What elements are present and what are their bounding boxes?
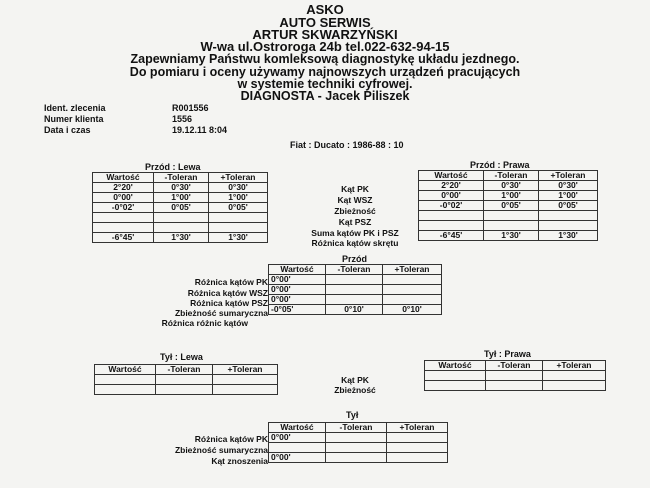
col-value: Wartość: [425, 361, 486, 371]
label-zbieznosc: Zbieżność: [334, 206, 376, 216]
rear-left-table: [94, 364, 278, 395]
order-value: R001556: [172, 103, 209, 113]
cell: 2°20': [419, 181, 484, 191]
label-roznica-wsz: Różnica kątów WSZ: [187, 288, 268, 298]
slogan-2: Do pomiaru i oceny używamy najnowszych urządzeń pracujących: [129, 65, 521, 79]
cell: [213, 385, 278, 395]
cell: [383, 285, 442, 295]
col-minus: -Toleran: [326, 423, 387, 433]
address: W-wa ul.Ostroroga 24b tel.022-632-94-15: [200, 39, 450, 54]
cell: [543, 381, 606, 391]
table-row: [269, 275, 442, 285]
rear-right-title: Tył : Prawa: [484, 349, 531, 359]
rear-label-zbieznosc-sum: Zbieżność sumaryczna: [174, 445, 268, 455]
cell: [484, 221, 539, 231]
cell: [95, 385, 156, 395]
cell: [209, 223, 268, 233]
cell: [425, 371, 486, 381]
rear-label-kat-pk: Kąt PK: [341, 375, 369, 385]
rear-table: [268, 422, 448, 463]
front-right-table: [418, 170, 598, 241]
front-left-title: Przód : Lewa: [145, 162, 201, 172]
cell: [156, 375, 213, 385]
cell: [326, 295, 383, 305]
cell: -0°02': [419, 201, 484, 211]
cell: [539, 211, 598, 221]
col-plus: +Toleran: [213, 365, 278, 375]
rear-label-kat-znoszenia: Kąt znoszenia: [211, 456, 268, 466]
cell: [156, 385, 213, 395]
cell: 1°00': [209, 193, 268, 203]
cell: 0°05': [539, 201, 598, 211]
col-minus: -Toleran: [486, 361, 543, 371]
cell: 1°30': [539, 231, 598, 241]
cell: [539, 221, 598, 231]
rear-right-table: [424, 360, 606, 391]
slogan-3: w systemie techniki cyfrowej.: [237, 77, 413, 91]
rear-title: Tył: [346, 410, 359, 420]
cell: [93, 213, 154, 223]
company-subtitle: AUTO SERWIS: [279, 15, 371, 30]
label-kat-pk: Kąt PK: [341, 184, 369, 194]
cell: [543, 371, 606, 381]
cell: 0°30': [539, 181, 598, 191]
front-right-title: Przód : Prawa: [470, 160, 530, 170]
cell: 0°00': [269, 295, 326, 305]
date-value: 19.12.11 8:04: [172, 125, 228, 135]
table-row: [93, 193, 268, 203]
cell: [213, 375, 278, 385]
date-label: Data i czas: [44, 125, 91, 135]
label-kat-wsz: Kąt WSZ: [337, 195, 373, 205]
cell: [383, 295, 442, 305]
table-row: [419, 191, 598, 201]
cell: 1°00': [484, 191, 539, 201]
table-row: [93, 223, 268, 233]
front-title: Przód: [342, 254, 368, 264]
table-row: [419, 221, 598, 231]
col-plus: +Toleran: [209, 173, 268, 183]
cell: [484, 211, 539, 221]
cell: 0°10': [383, 305, 442, 315]
table-row: [269, 305, 442, 315]
col-value: Wartość: [93, 173, 154, 183]
col-minus: -Toleran: [156, 365, 213, 375]
cell: [419, 211, 484, 221]
cell: 0°30': [484, 181, 539, 191]
diagnostician: DIAGNOSTA - Jacek Piliszek: [240, 89, 410, 103]
table-row: [95, 375, 278, 385]
cell: 0°00': [93, 193, 154, 203]
col-plus: +Toleran: [383, 265, 442, 275]
cell: [269, 443, 326, 453]
rear-label-zbieznosc: Zbieżność: [334, 385, 376, 395]
rear-left-title: Tył : Lewa: [160, 352, 203, 362]
client-value: 1556: [172, 114, 193, 124]
col-value: Wartość: [95, 365, 156, 375]
cell: 1°00': [154, 193, 209, 203]
owner-name: ARTUR SKWARZYŃSKI: [252, 27, 398, 42]
front-table: [268, 264, 442, 315]
cell: 0°30': [154, 183, 209, 193]
cell: -0°02': [93, 203, 154, 213]
cell: [154, 213, 209, 223]
cell: 0°05': [154, 203, 209, 213]
col-minus: -Toleran: [326, 265, 383, 275]
company-name: ASKO: [306, 2, 344, 17]
label-kat-psz: Kąt PSZ: [338, 217, 372, 227]
cell: [95, 375, 156, 385]
table-row: [419, 181, 598, 191]
label-roznica-skretu: Różnica kątów skrętu: [311, 238, 399, 248]
cell: 0°00': [269, 453, 326, 463]
cell: -6°45': [419, 231, 484, 241]
cell: -6°45': [93, 233, 154, 243]
cell: [326, 433, 387, 443]
cell: 0°05': [209, 203, 268, 213]
cell: [387, 433, 448, 443]
col-plus: +Toleran: [543, 361, 606, 371]
cell: 0°00': [269, 285, 326, 295]
table-row: [269, 295, 442, 305]
order-label: Ident. zlecenia: [44, 103, 106, 113]
cell: [326, 443, 387, 453]
cell: [419, 221, 484, 231]
cell: [383, 275, 442, 285]
vehicle-info: Fiat : Ducato : 1986-88 : 10: [290, 140, 404, 150]
col-plus: +Toleran: [387, 423, 448, 433]
col-minus: -Toleran: [154, 173, 209, 183]
cell: 1°30': [154, 233, 209, 243]
table-row: [425, 371, 606, 381]
table-row: [269, 433, 448, 443]
cell: 0°30': [209, 183, 268, 193]
table-row: [269, 443, 448, 453]
cell: 1°30': [484, 231, 539, 241]
col-minus: -Toleran: [484, 171, 539, 181]
rear-label-roznica-pk: Różnica kątów PK: [194, 434, 268, 444]
table-row: [93, 203, 268, 213]
col-value: Wartość: [269, 265, 326, 275]
table-row: [269, 285, 442, 295]
table-row: [419, 201, 598, 211]
col-plus: +Toleran: [539, 171, 598, 181]
label-suma: Suma kątów PK i PSZ: [311, 228, 399, 238]
cell: [425, 381, 486, 391]
col-value: Wartość: [269, 423, 326, 433]
front-left-table: [92, 172, 268, 243]
table-row: [419, 211, 598, 221]
table-row: [425, 381, 606, 391]
label-roznica-roznic: Różnica różnic kątów: [161, 318, 248, 328]
client-label: Numer klienta: [44, 114, 104, 124]
cell: [209, 213, 268, 223]
table-row: [93, 233, 268, 243]
cell: 0°00': [269, 433, 326, 443]
col-value: Wartość: [419, 171, 484, 181]
table-row: [93, 183, 268, 193]
table-row: [269, 453, 448, 463]
cell: 0°10': [326, 305, 383, 315]
cell: [93, 223, 154, 233]
table-row: [419, 231, 598, 241]
cell: [154, 223, 209, 233]
cell: 1°00': [539, 191, 598, 201]
cell: [326, 285, 383, 295]
label-roznica-psz: Różnica kątów PSZ: [190, 298, 268, 308]
slogan-1: Zapewniamy Państwu komleksową diagnostykę układu jezdnego.: [130, 52, 520, 66]
cell: [387, 453, 448, 463]
cell: [326, 453, 387, 463]
table-row: [93, 213, 268, 223]
cell: [387, 443, 448, 453]
cell: 1°30': [209, 233, 268, 243]
cell: -0°05': [269, 305, 326, 315]
cell: [486, 381, 543, 391]
label-zbieznosc-sum: Zbieżność sumaryczna: [174, 308, 268, 318]
cell: 0°00': [269, 275, 326, 285]
cell: [486, 371, 543, 381]
table-row: [95, 385, 278, 395]
cell: 0°05': [484, 201, 539, 211]
cell: 0°00': [419, 191, 484, 201]
label-roznica-pk: Różnica kątów PK: [194, 277, 268, 287]
cell: [326, 275, 383, 285]
cell: 2°20': [93, 183, 154, 193]
